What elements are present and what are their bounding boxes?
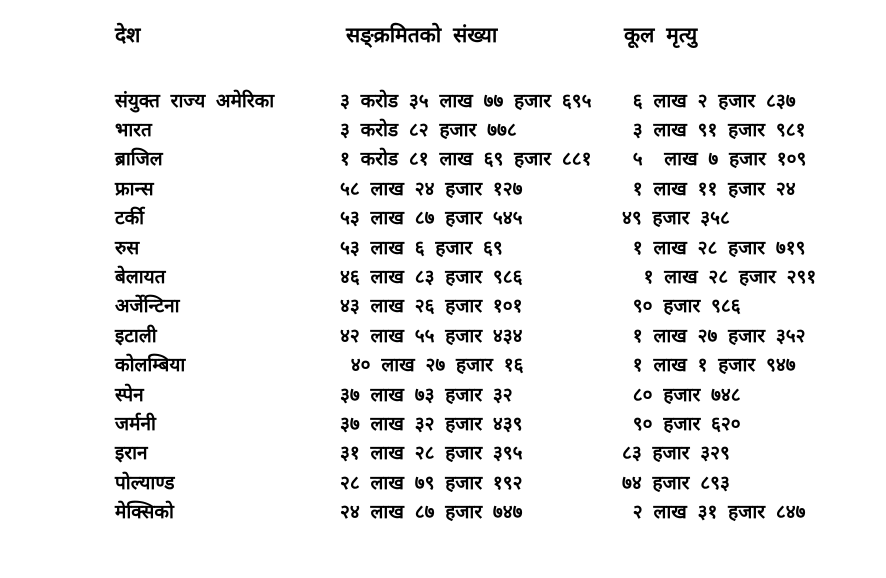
- table-row: [115, 467, 886, 496]
- header-country: देश: [115, 23, 141, 47]
- deaths-count: १ लाख १ हजार ९४७: [622, 354, 796, 377]
- infected-count: २४ लाख ८७ हजार ७४७: [340, 501, 523, 524]
- deaths-count: ५ लाख ७ हजार १०९: [622, 148, 807, 171]
- deaths-count: ९० हजार ६२०: [622, 412, 741, 435]
- infected-count: ३१ लाख २८ हजार ३९५: [340, 442, 523, 465]
- country-name: इटाली: [115, 324, 157, 347]
- country-name: स्पेन: [115, 383, 144, 406]
- deaths-count: ६ लाख २ हजार ८३७: [622, 89, 796, 112]
- deaths-count: १ लाख २७ हजार ३५२: [622, 324, 806, 347]
- table-row: [115, 496, 886, 525]
- covid-stats-table: [115, 20, 886, 526]
- country-name: ब्राजिल: [115, 148, 163, 171]
- country-name: रुस: [115, 236, 140, 259]
- deaths-count: ८३ हजार ३२९: [622, 442, 730, 465]
- country-name: फ्रान्स: [115, 177, 154, 200]
- infected-count: १ करोड ८१ लाख ६९ हजार ८८१: [340, 148, 592, 171]
- table-body: [115, 85, 886, 526]
- infected-count: ४२ लाख ५५ हजार ४३४: [340, 324, 523, 347]
- deaths-count: १ लाख २८ हजार ७१९: [622, 236, 806, 259]
- deaths-count: ९० हजार ९८६: [622, 295, 741, 318]
- infected-count: ३ करोड ८२ हजार ७७८: [340, 119, 517, 142]
- country-name: पोल्याण्ड: [115, 471, 175, 494]
- table-row: [115, 144, 886, 173]
- infected-count: ४० लाख २७ हजार १६: [340, 354, 524, 377]
- infected-count: ५३ लाख ६ हजार ६९: [340, 236, 503, 259]
- table-row: [115, 320, 886, 349]
- country-name: जर्मनी: [115, 412, 156, 435]
- table-row: [115, 85, 886, 114]
- infected-count: ३ करोड ३५ लाख ७७ हजार ६९५: [340, 89, 592, 112]
- table-row: [115, 173, 886, 202]
- table-row: [115, 379, 886, 408]
- deaths-count: ८० हजार ७४८: [622, 383, 741, 406]
- table-row: [115, 203, 886, 232]
- deaths-count: ७४ हजार ८९३: [622, 471, 730, 494]
- infected-count: ३७ लाख ७३ हजार ३२: [340, 383, 513, 406]
- country-name: संयुक्त राज्य अमेरिका: [115, 89, 275, 112]
- country-name: कोलम्बिया: [115, 354, 186, 377]
- infected-count: ३७ लाख ३२ हजार ४३९: [340, 412, 523, 435]
- deaths-count: ४९ हजार ३५८: [622, 207, 730, 230]
- table-row: [115, 408, 886, 437]
- country-name: इरान: [115, 442, 148, 465]
- deaths-count: ३ लाख ९१ हजार ९८१: [622, 119, 806, 142]
- infected-count: ४६ लाख ८३ हजार ९८६: [340, 266, 523, 289]
- country-name: भारत: [115, 119, 152, 142]
- table-header-row: [115, 20, 886, 50]
- deaths-count: १ लाख ११ हजार २४: [622, 177, 796, 200]
- deaths-count: १ लाख २८ हजार २९१: [622, 266, 817, 289]
- header-total-deaths: कूल मृत्यु: [624, 23, 698, 47]
- table-row: [115, 114, 886, 143]
- country-name: अर्जेन्टिना: [115, 295, 180, 318]
- deaths-count: २ लाख ३१ हजार ८४७: [622, 501, 806, 524]
- table-row: [115, 232, 886, 261]
- table-row: [115, 291, 886, 320]
- table-row: [115, 438, 886, 467]
- infected-count: ४३ लाख २६ हजार १०१: [340, 295, 523, 318]
- country-name: बेलायत: [115, 266, 166, 289]
- country-name: टर्की: [115, 207, 145, 230]
- header-infected-count: सङ्क्रमितको संख्या: [346, 23, 498, 47]
- table-row: [115, 350, 886, 379]
- infected-count: २८ लाख ७९ हजार १९२: [340, 471, 523, 494]
- infected-count: ५८ लाख २४ हजार १२७: [340, 177, 523, 200]
- country-name: मेक्सिको: [115, 501, 174, 524]
- table-row: [115, 261, 886, 290]
- infected-count: ५३ लाख ८७ हजार ५४५: [340, 207, 523, 230]
